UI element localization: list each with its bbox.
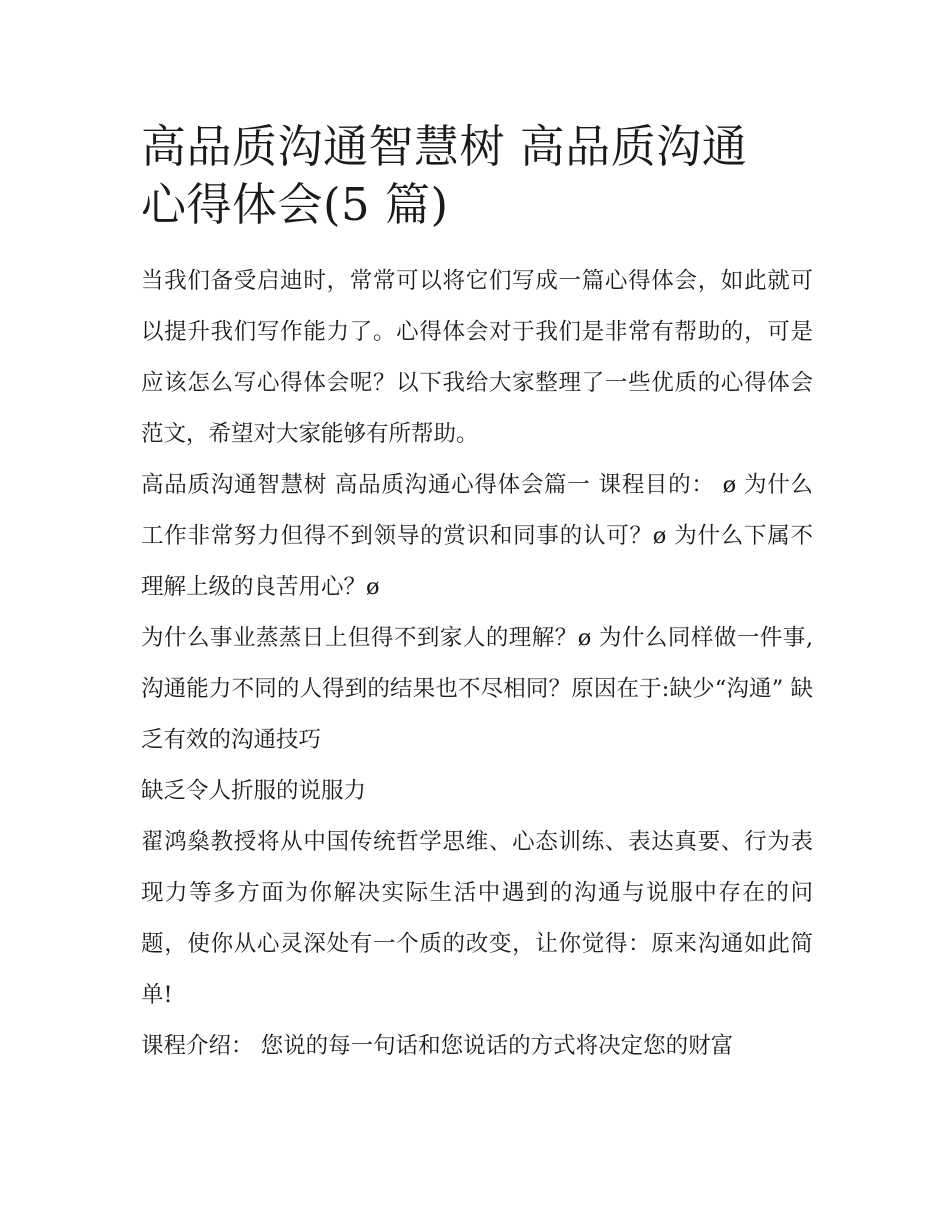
document-title [141,118,813,234]
document-title-line-1: 高品质沟通智慧树 高品质沟通 [141,120,748,173]
paragraph-persuasion: 缺乏令人折服的说服力 [141,778,367,804]
paragraph-course-goals: 高品质沟通智慧树 高品质沟通心得体会篇一 课程目的： ø 为什么工作非常努力但得不到领导的赏识和同事的认可？ø 为什么下属不理解上级的良苦用心？ø [141,472,813,600]
document-content [141,118,813,1072]
paragraph-questions: 为什么事业蒸蒸日上但得不到家人的理解？ø 为什么同样做一件事,沟通能力不同的人得到的结果也不尽相同？原因在于:缺少“沟通” 缺乏有效的沟通技巧 [141,625,813,753]
paragraph-professor: 翟鸿燊教授将从中国传统哲学思维、心态训练、表达真要、行为表现力等多方面为你解决实际生活中遇到的沟通与说服中存在的问题，使你从心灵深处有一个质的改变，让你觉得：原来沟通如此简单! [141,829,813,1008]
document-title-line-2: 心得体会(5 篇) [141,178,449,231]
paragraph-intro: 当我们备受启迪时，常常可以将它们写成一篇心得体会，如此就可以提升我们写作能力了。心得体会对于我们是非常有帮助的，可是应该怎么写心得体会呢？以下我给大家整理了一些优质的心得体会范文，希望对大家能够有所帮助。 [141,268,813,447]
paragraph-course-intro: 课程介绍： 您说的每一句话和您说话的方式将决定您的财富 [141,1033,734,1059]
